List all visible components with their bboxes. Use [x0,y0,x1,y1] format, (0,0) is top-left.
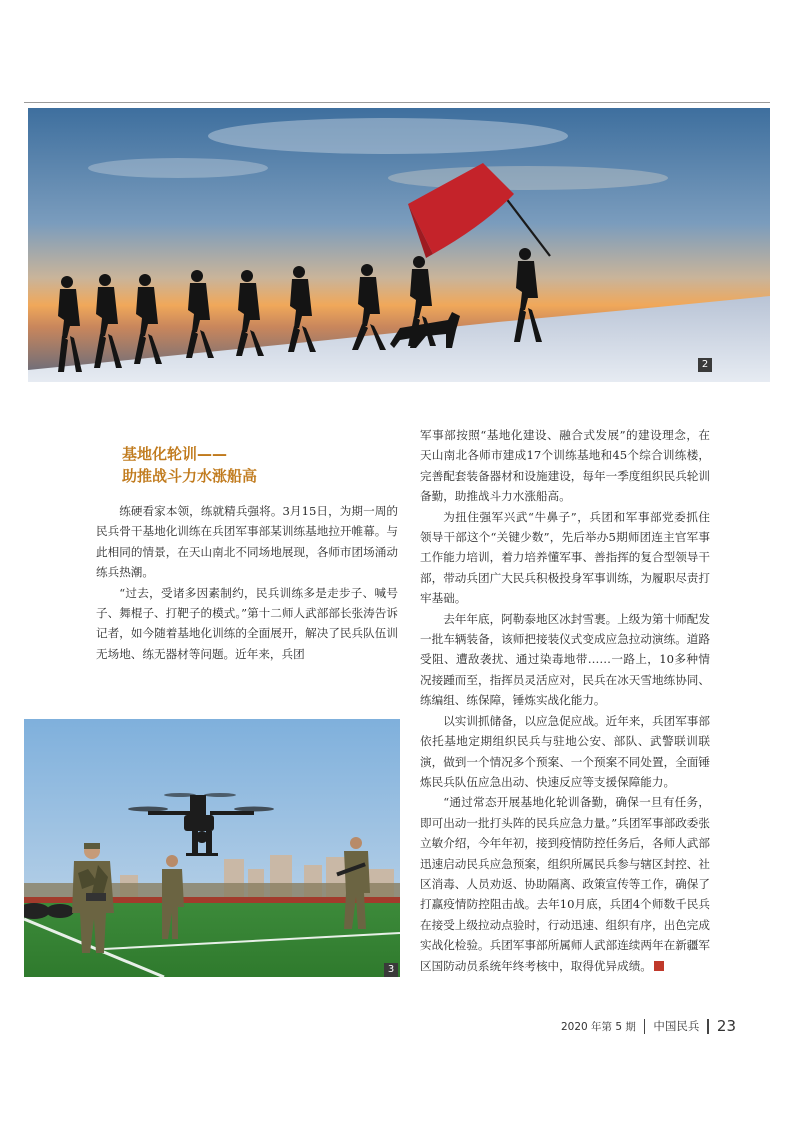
article-end-icon: ⓜ [654,961,664,971]
section-headline [122,443,402,487]
paragraph: 去年年底，阿勒泰地区冰封雪裹。上级为第十师配发一批车辆装备，该师把接装仪式变成应急拉动演练。道路受阻、遭敌袭扰、通过染毒地带……一路上，10多种情况接踵而至，指挥员灵活应对，民兵在冰天雪地练协同、练编组、练保障，锤炼实战化能力。 [420,611,710,708]
paragraph-final [420,792,710,976]
page-number: 23 [716,1017,736,1035]
right-text-column [420,425,710,976]
paragraph: 为扭住强军兴武“牛鼻子”，兵团和军事部党委抓住领导干部这个“关键少数”，先后举办5期师团连主官军事工作能力培训，着力培养懂军事、善指挥的复合型领导干部，带动兵团广大民兵积极投身军事训练，为履职尽责打牢基础。 [420,509,710,606]
photo-militia-march-sunset [28,108,770,382]
issue-label: 2020 年第 5 期 [560,1020,636,1033]
magazine-name: 中国民兵 [653,1019,700,1033]
headline-line-1: 基地化轮训—— [122,445,228,463]
paragraph-continuation: 军事部按照“基地化建设、融合式发展”的建设理念，在天山南北各师市建成17个训练基地和45个综合训练楼，完善配套装备器材和设施建设，每年一季度组织民兵轮训备勤，助推战斗力水涨船高。 [420,428,710,504]
paragraph: “过去，受诸多因素制约，民兵训练多是走步子、喊号子、舞棍子、打靶子的模式。”第十二师人武部部长张涛告诉记者，如今随着基地化训练的全面展开，解决了民兵队伍训无场地、练无器材等问题。近年来，兵团 [96,585,398,661]
photo-number-badge: 3 [384,963,398,977]
footer-divider [644,1019,646,1034]
photo-number-badge: 2 [698,358,712,372]
footer-divider [707,1019,709,1034]
page-footer [561,1016,736,1036]
left-text-column [96,501,398,664]
paragraph: 练硬看家本领，练就精兵强将。3月15日，为期一周的民兵骨干基地化训练在兵团军事部某训练基地拉开帷幕。与此相同的情景，在天山南北不同场地展现，各师市团场涌动练兵热潮。 [96,504,398,580]
paragraph-final-text: “通过常态开展基地化轮训备勤，确保一旦有任务，即可出动一批打头阵的民兵应急力量。”兵团军事部政委张立敏介绍，今年年初，接到疫情防控任务后，各师人武部迅速启动民兵应急预案，组织所属民兵参与辖区封控、社区消毒、人员劝返、协助隔离、政策宣传等工作，确保了打赢疫情防控阻击战。去年10月底，兵团4个师数千民兵在接受上级拉动点验时，行动迅速、组织有序，出色完成实战化检验。兵团军事部所属师人武部连续两年在新疆军区国防动员系统年终考核中，取得优异成绩。 [420,795,710,973]
paragraph: 以实训抓储备，以应急促应战。近年来，兵团军事部依托基地定期组织民兵与驻地公安、部队、武警联训联演，做到一个情况多个预案、一个预案不同处置，全面锤炼民兵队伍应急出动、快速反应等支援保障能力。 [420,713,710,789]
headline-line-2: 助推战斗力水涨船高 [122,467,258,485]
photo-drone-training [24,719,400,977]
top-rule [24,102,770,103]
